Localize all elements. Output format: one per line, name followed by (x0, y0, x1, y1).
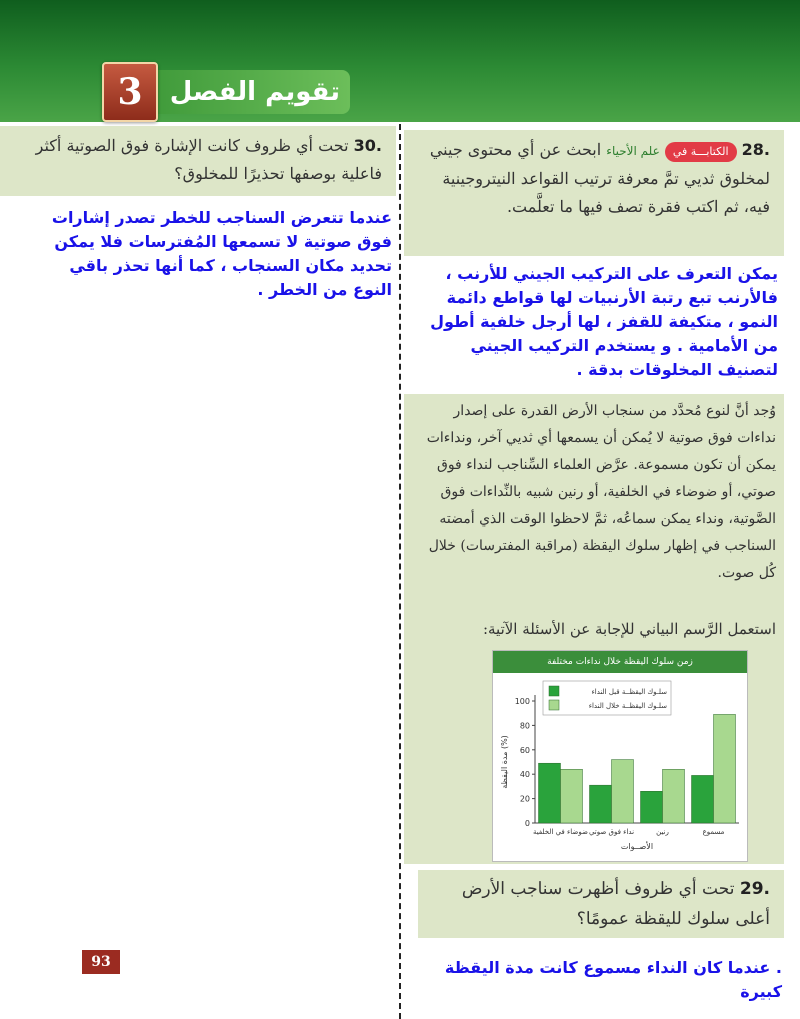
subject-field-label: علم الأحياء (606, 144, 660, 158)
passage-text: وُجد أنَّ لنوع مُحدَّد من سنجاب الأرض القدرة على إصدار نداءات فوق صوتية لا يُمكن أن يسمعها أي ثديي آخر، ونداءات يمكن أن تكون مسموعة. عرَّض العلماء السِّناجب لنداء فوق صوتي، أو ضوضاء في الخلفية، أو رنين شبيه بالنِّداءات فوق الصَّوتية، ونداء يمكن سماعُه، ثمَّ لاحظوا الوقت الذي أمضته السناجب في إظهار سلوك اليقظة (مراقبة المفترسات) خلال كُل صوت. (426, 403, 776, 581)
writing-label-pill: الكتابـــة في (665, 142, 737, 162)
bar-chart (492, 650, 748, 862)
bar (714, 714, 736, 823)
legend-label: سلـوك اليقظــة خلال النداء (588, 702, 667, 710)
y-tick-label: 20 (519, 794, 530, 804)
page-number: 93 (82, 950, 120, 974)
column-divider (399, 124, 401, 1019)
legend-label: سلـوك اليقظــة قبل النداء (591, 688, 667, 696)
question-28-answer: يمكن التعرف على التركيب الجيني للأرنب ، فالأرنب تبع رتبة الأرنبيات لها قواطع دائمة النمو ، متكيفة للقفز ، لها أرجل خلفية أطول من الأمامية . و يستخدم التركيب الجيني لتصنيف المخلوقات بدقة . (430, 264, 778, 379)
bar (590, 785, 612, 823)
question-30-answer: عندما تتعرض السناجب للخطر تصدر إشارات فوق صوتية لا تسمعها المُفترسات فلا يمكن تحديد مكان السنجاب ، كما أنها تحذر باقي النوع من الخطر . (51, 208, 392, 299)
question-29-text: تحت أي ظروف أظهرت سناجب الأرض أعلى سلوك لليقظة عمومًا؟ (461, 879, 770, 929)
legend-swatch (549, 700, 559, 710)
bar (663, 769, 685, 823)
bar (612, 760, 634, 823)
chart-title: زمن سلوك اليقظة خلال نداءات مختلفة (493, 651, 747, 673)
chapter-number-badge: 3 (102, 62, 158, 122)
y-axis-label: مدة اليقظة (%) (500, 735, 509, 789)
y-tick-label: 80 (519, 721, 530, 731)
question-30-box (0, 126, 396, 196)
bar (641, 791, 663, 823)
question-29-number: .29 (739, 879, 770, 899)
question-28-number: .28 (741, 140, 770, 159)
x-tick-label: رنين (656, 828, 669, 836)
x-axis-label: الأصــوات (620, 842, 654, 851)
passage-box (404, 394, 784, 864)
legend-swatch (549, 686, 559, 696)
question-30-number: .30 (353, 136, 382, 155)
chapter-header (0, 0, 800, 122)
passage-instruction: استعمل الرَّسم البياني للإجابة عن الأسئلة الآتية: (482, 620, 776, 638)
x-tick-label: ضوضاء في الخلفية (533, 828, 588, 836)
question-29-box (418, 870, 784, 938)
bar (692, 775, 714, 823)
y-tick-label: 40 (519, 770, 530, 780)
x-tick-label: مسموع (702, 828, 725, 836)
bar (561, 769, 583, 823)
y-tick-label: 60 (519, 745, 530, 755)
question-29-answer: . عندما كان النداء مسموع كانت مدة اليقظة كبيرة (444, 958, 782, 1001)
x-tick-label: نداء فوق صوتي (588, 828, 635, 836)
question-28-text: ابحث عن أي محتوى جيني لمخلوق ثديي تمَّ معرفة ترتيب القواعد النيتروجينية فيه، ثم اكتب فقرة تصف فيها ما تعلَّمت. (429, 140, 770, 216)
chart-plot (493, 673, 747, 861)
question-28-box (404, 130, 784, 256)
y-tick-label: 100 (514, 697, 530, 706)
bar (539, 763, 561, 823)
y-tick-label: 0 (524, 819, 530, 828)
page-title: تقويم الفصل (169, 77, 340, 107)
question-30-text: تحت أي ظروف كانت الإشارة فوق الصوتية أكثر فاعلية بوصفها تحذيرًا للمخلوق؟ (35, 136, 382, 183)
